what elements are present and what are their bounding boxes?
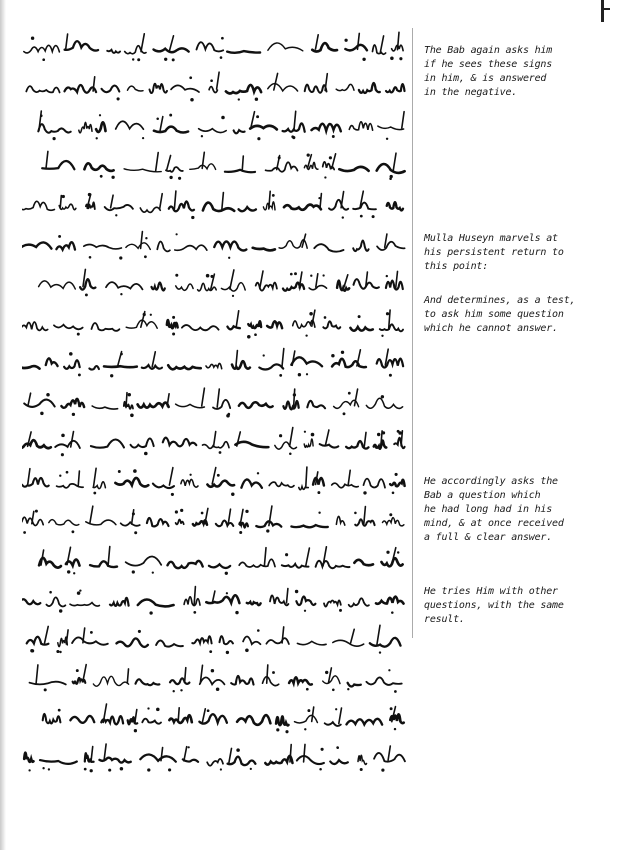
- manuscript-line: [22, 425, 410, 457]
- manuscript-line: [22, 346, 410, 378]
- manuscript-line: [22, 267, 410, 299]
- margin-note-3: And determines, as a test, to ask him some question which he cannot answer.: [424, 295, 576, 334]
- margin-note-2: Mulla Huseyn marvels at his persistent return to this point:: [424, 233, 564, 272]
- manuscript-line: [22, 228, 410, 260]
- manuscript-line: [22, 504, 410, 536]
- manuscript-line: [22, 583, 410, 615]
- manuscript-line: [22, 544, 410, 576]
- manuscript-line: [22, 386, 410, 418]
- manuscript-line: [22, 149, 410, 181]
- margin-note-4: He accordingly asks the Bab a question which he had long had in his mind, & at once received a full & clear answer.: [424, 476, 564, 543]
- page-corner-tick: [604, 8, 610, 10]
- margin-note-1: The Bab again asks him if he sees these signs in him, & is answered in the negative.: [424, 45, 553, 98]
- margin-note-5: He tries Him with other questions, with the same result.: [424, 586, 564, 625]
- scan-edge-shadow: [0, 0, 6, 850]
- manuscript-line: [22, 662, 410, 694]
- margin-rule: [412, 28, 413, 638]
- page-corner-mark: [601, 0, 604, 22]
- manuscript-line: [22, 70, 410, 102]
- manuscript-line: [22, 465, 410, 497]
- manuscript-line: [22, 702, 410, 734]
- manuscript-line: [22, 307, 410, 339]
- manuscript-line: [22, 188, 410, 220]
- manuscript-line: [22, 30, 410, 62]
- manuscript-line: [22, 741, 410, 773]
- manuscript-line: [22, 109, 410, 141]
- manuscript-line: [22, 623, 410, 655]
- persian-handwritten-text: [22, 30, 410, 781]
